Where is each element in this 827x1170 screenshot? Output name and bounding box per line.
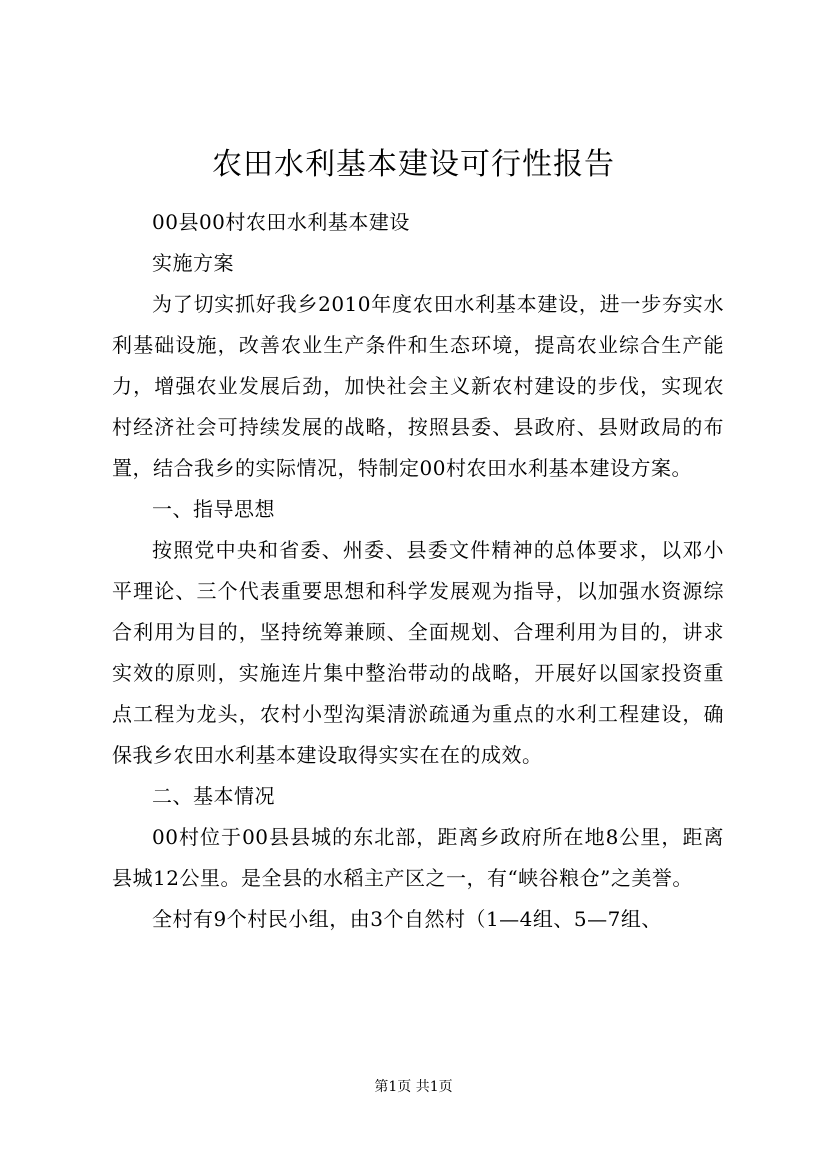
- document-body: [112, 202, 724, 940]
- page-footer: 第1页 共1页: [374, 1079, 453, 1095]
- subtitle-line-1: 00县00村农田水利基本建设: [152, 210, 410, 234]
- section-heading-basic-situation: 二、基本情况: [152, 784, 275, 808]
- village-groups-paragraph: 全村有9个村民小组，由3个自然村（1—4组、5—7组、: [152, 907, 662, 931]
- subtitle-line-2: 实施方案: [152, 251, 234, 275]
- document-title: 农田水利基本建设可行性报告: [212, 147, 615, 182]
- intro-paragraph: 为了切实抓好我乡2010年度农田水利基本建设，进一步夯实水利基础设施，改善农业生产条件和生态环境，提高农业综合生产能力，增强农业发展后劲，加快社会主义新农村建设的步伐，实现农村经济社会可持续发展的战略，按照县委、县政府、县财政局的布置，结合我乡的实际情况，特制定00村农田水利基本建设方案。: [112, 292, 724, 480]
- guiding-thought-paragraph: 按照党中央和省委、州委、县委文件精神的总体要求，以邓小平理论、三个代表重要思想和科学发展观为指导，以加强水资源综合利用为目的，坚持统筹兼顾、全面规划、合理利用为目的，讲求实效的原则，实施连片集中整治带动的战略，开展好以国家投资重点工程为龙头，农村小型沟渠清淤疏通为重点的水利工程建设，确保我乡农田水利基本建设取得实实在在的成效。: [112, 538, 724, 767]
- section-heading-guiding-thought: 一、指导思想: [152, 497, 275, 521]
- basic-situation-paragraph: 00村位于00县县城的东北部，距离乡政府所在地8公里，距离县城12公里。是全县的水稻主产区之一，有“峡谷粮仓”之美誉。: [112, 825, 724, 890]
